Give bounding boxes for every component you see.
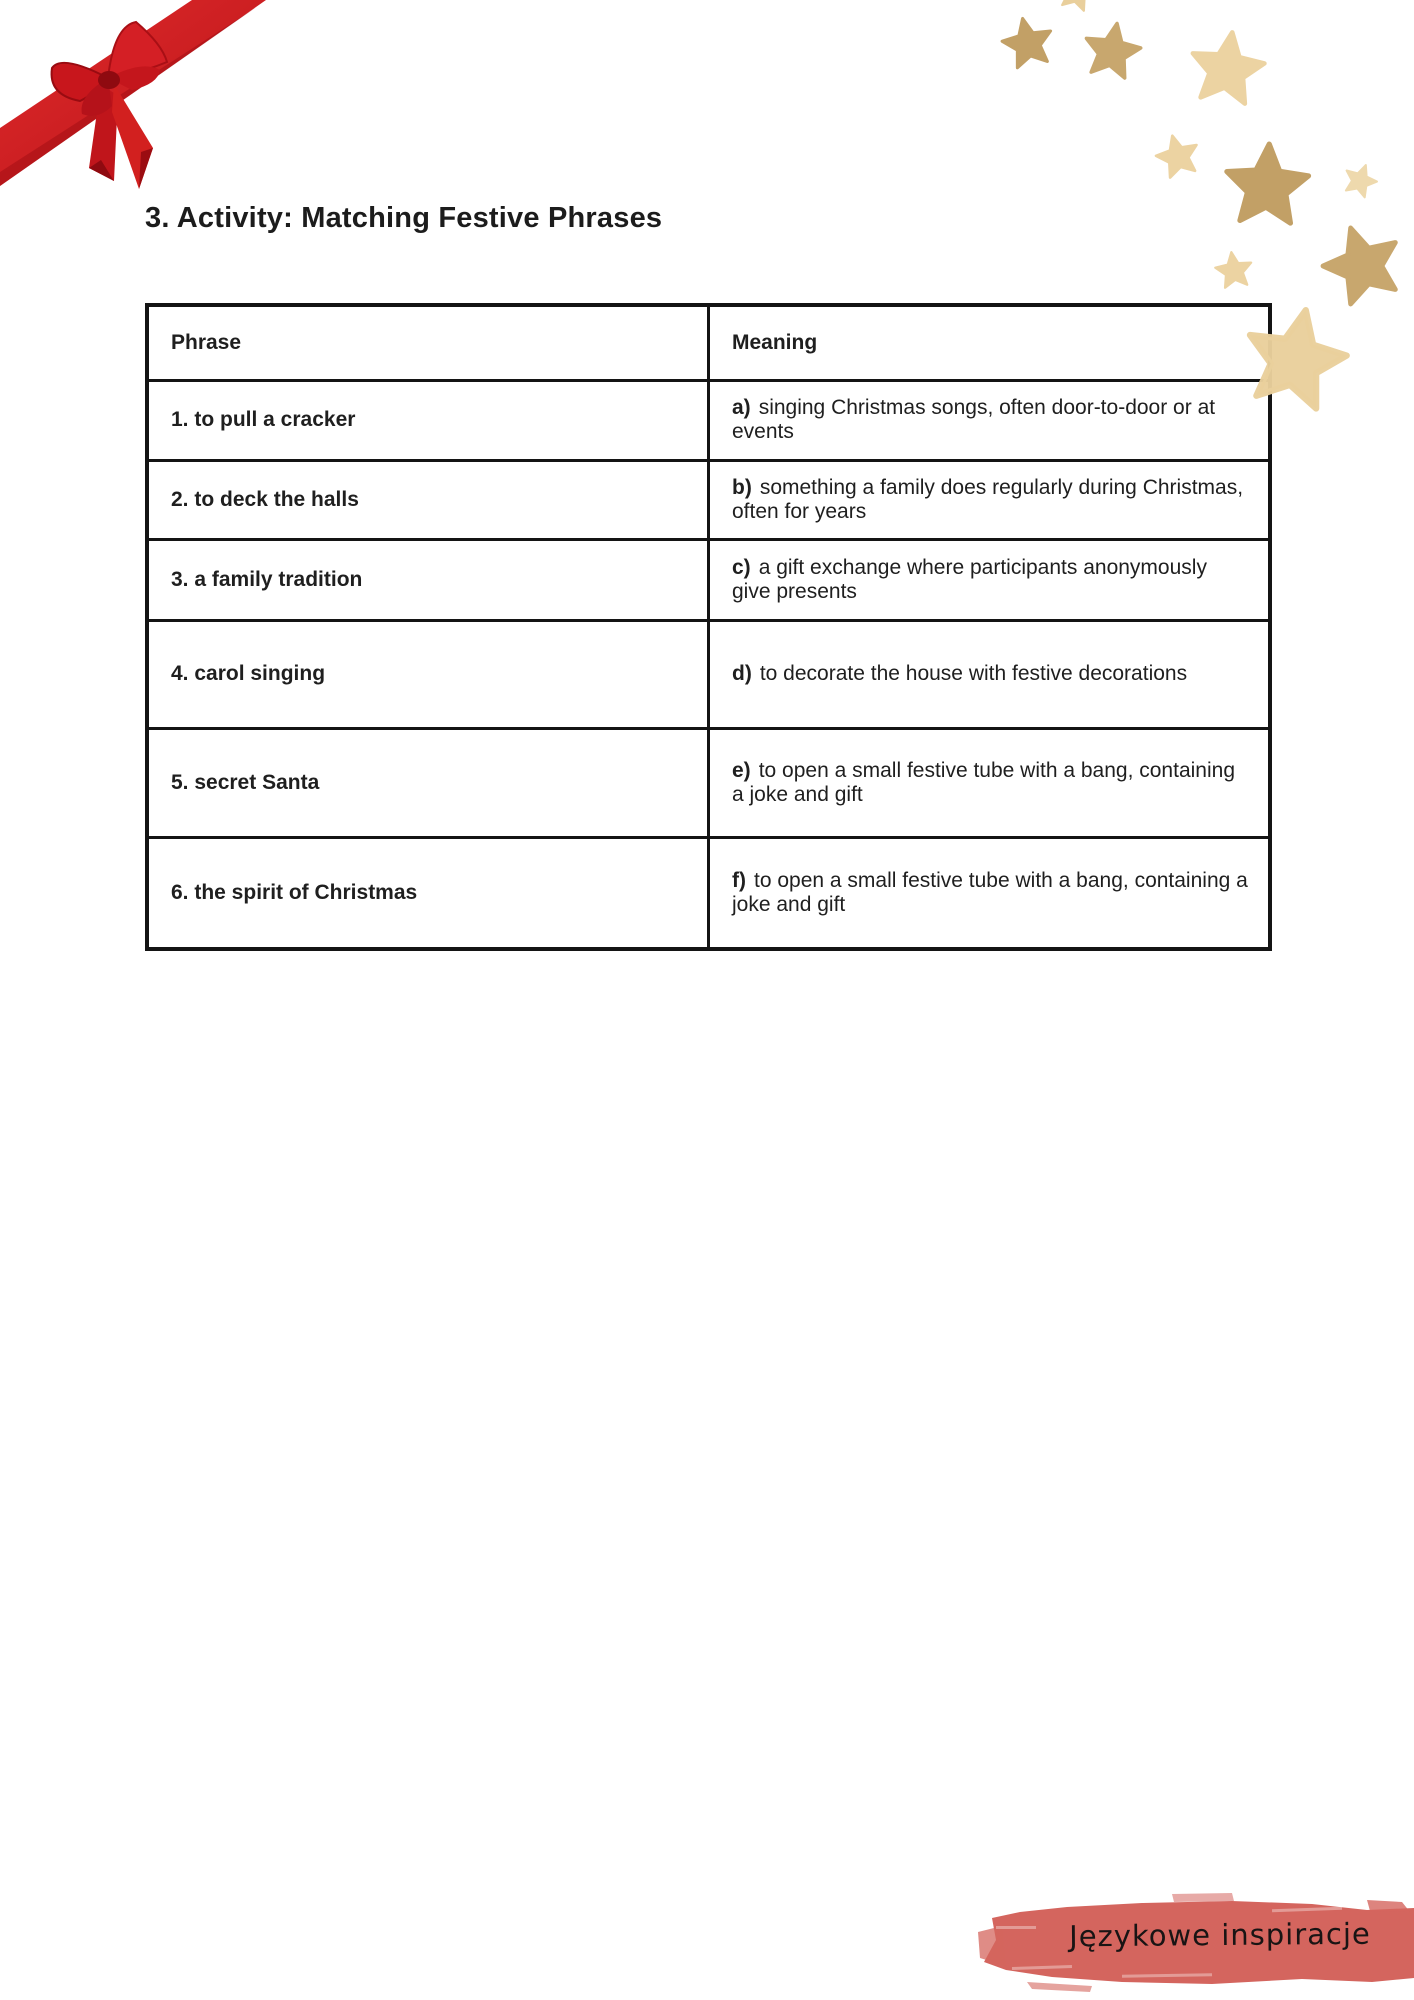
- page-title: 3. Activity: Matching Festive Phrases: [145, 202, 663, 234]
- table-row: [147, 837, 1270, 949]
- meaning-cell: [709, 460, 1271, 539]
- christmas-ribbon-bow-icon: [0, 0, 272, 212]
- table-header-row: [147, 305, 1270, 380]
- matching-table: [145, 303, 1272, 951]
- meaning-cell: [709, 620, 1271, 728]
- meaning-cell: [709, 380, 1271, 460]
- phrase-cell: 3. a family tradition: [147, 539, 709, 620]
- table-row: [147, 728, 1270, 837]
- meaning-letter: e): [732, 758, 751, 782]
- meaning-text: to open a small festive tube with a bang, containing a joke and gift: [732, 868, 1248, 916]
- phrase-cell: 5. secret Santa: [147, 728, 709, 837]
- table-row: [147, 460, 1270, 539]
- column-header-meaning: Meaning: [709, 305, 1271, 380]
- brand-logo-text: Językowe inspiracje: [1069, 1916, 1371, 1954]
- brand-logo: [972, 1878, 1414, 2000]
- phrase-cell: 4. carol singing: [147, 620, 709, 728]
- table-row: [147, 539, 1270, 620]
- meaning-text: to open a small festive tube with a bang, containing a joke and gift: [732, 758, 1235, 806]
- meaning-cell: [709, 837, 1271, 949]
- meaning-letter: a): [732, 396, 751, 419]
- meaning-text: to decorate the house with festive decorations: [759, 662, 1188, 685]
- phrase-cell: 6. the spirit of Christmas: [147, 837, 709, 949]
- meaning-text: a gift exchange where participants anonymously give presents: [732, 555, 1207, 603]
- meaning-cell: [709, 539, 1271, 620]
- table-row: [147, 380, 1270, 460]
- meaning-text: singing Christmas songs, often door-to-door or at events: [732, 396, 1216, 443]
- meaning-letter: d): [732, 662, 752, 685]
- meaning-letter: b): [732, 475, 752, 499]
- column-header-phrase: Phrase: [147, 305, 709, 380]
- meaning-text: something a family does regularly during Christmas, often for years: [732, 475, 1244, 523]
- meaning-letter: c): [732, 555, 751, 579]
- meaning-cell: [709, 728, 1271, 837]
- phrase-cell: 1. to pull a cracker: [147, 380, 709, 460]
- table-row: [147, 620, 1270, 728]
- meaning-letter: f): [732, 868, 746, 892]
- phrase-cell: 2. to deck the halls: [147, 460, 709, 539]
